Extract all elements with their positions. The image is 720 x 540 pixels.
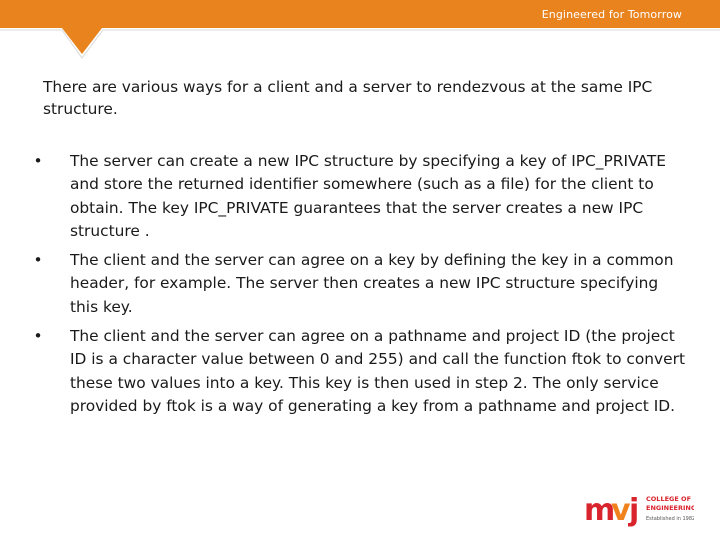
svg-text:COLLEGE OF: COLLEGE OF	[646, 495, 692, 503]
bullet-item	[28, 325, 688, 418]
bullet-item	[28, 249, 688, 319]
bullet-symbol: •	[33, 152, 43, 170]
svg-text:m: m	[584, 493, 616, 528]
svg-text:Established in 1982: Established in 1982	[646, 516, 694, 522]
mvj-logo	[584, 490, 694, 528]
bullet-symbol: •	[33, 327, 43, 346]
header-tagline: Engineered for Tomorrow	[541, 8, 682, 21]
bullet-list	[28, 150, 688, 424]
header-band	[0, 0, 720, 60]
svg-text:ENGINEERING: ENGINEERING	[646, 504, 694, 512]
bullet-text: The client and the server can agree on a key by defining the key in a common header, for example. The server then creates a new IPC structure specifying this key.	[70, 251, 674, 316]
svg-text:v: v	[611, 493, 631, 528]
bullet-text: The server can create a new IPC structure by specifying a key of IPC_PRIVATE and store the returned identifier somewhere (such as a file) for the client to obtain. The key IPC_PRIVATE guarantees that the server creates a new IPC structure .	[70, 152, 667, 240]
bullet-symbol: •	[33, 251, 43, 270]
intro-text	[43, 76, 663, 120]
mvj-logo-graphic	[584, 490, 694, 528]
bullet-text: The client and the server can agree on a pathname and project ID (the project ID is a character value between 0 and 255) and call the function ftok to convert these two values into a key. This key is then used in step 2. The only service provided by ftok is a way of generating a key from a pathname and project ID.	[70, 327, 685, 415]
bullet-item	[28, 150, 688, 243]
intro-text-content: There are various ways for a client and a server to rendezvous at the same IPC structure.	[43, 78, 653, 118]
svg-text:j: j	[629, 493, 640, 528]
